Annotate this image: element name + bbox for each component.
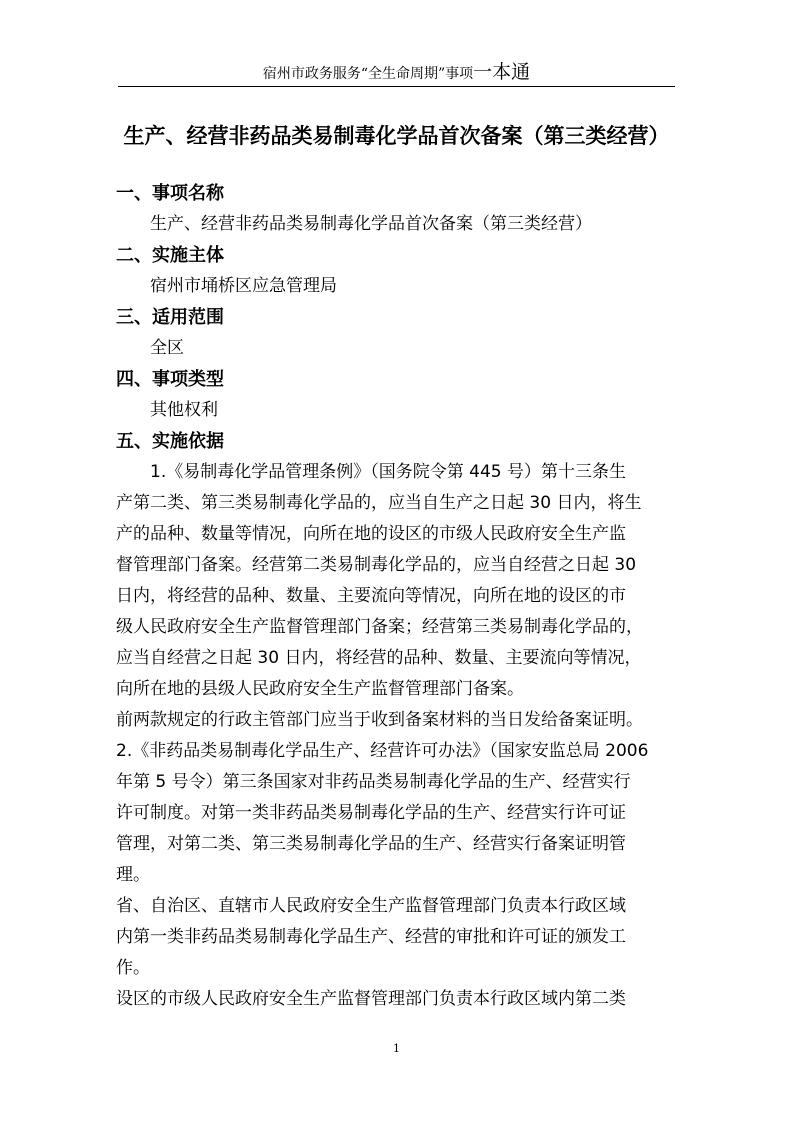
- basis-line: 1.《易制毒化学品管理条例》（国务院令第 445 号）第十三条生: [150, 462, 626, 482]
- section-heading-name: 一、事项名称: [116, 183, 224, 204]
- basis-line: 2.《非药品类易制毒化学品生产、经营许可办法》（国家安监总局 2006: [116, 741, 649, 761]
- basis-line: 内第一类非药品类易制毒化学品生产、经营的审批和许可证的颁发工: [116, 927, 626, 947]
- section-heading-subject: 二、实施主体: [116, 245, 224, 266]
- basis-line: 产的品种、数量等情况，向所在地的设区的市级人民政府安全生产监: [116, 524, 626, 544]
- basis-line: 产第二类、第三类易制毒化学品的，应当自生产之日起 30 日内，将生: [116, 493, 642, 513]
- basis-line: 级人民政府安全生产监督管理部门备案；经营第三类易制毒化学品的，: [116, 617, 643, 637]
- basis-line: 管理，对第二类、第三类易制毒化学品的生产、经营实行备案证明管: [116, 834, 626, 854]
- basis-line: 应当自经营之日起 30 日内，将经营的品种、数量、主要流向等情况，: [116, 648, 642, 668]
- basis-line: 日内，将经营的品种、数量、主要流向等情况，向所在地的设区的市: [116, 586, 626, 606]
- section-heading-type: 四、事项类型: [116, 369, 224, 390]
- basis-line: 许可制度。对第一类非药品类易制毒化学品的生产、经营实行许可证: [116, 803, 626, 823]
- document-body: [116, 178, 696, 1015]
- section-value-name: 生产、经营非药品类易制毒化学品首次备案（第三类经营）: [150, 214, 592, 234]
- document-title: 生产、经营非药品类易制毒化学品首次备案（第三类经营）: [123, 124, 670, 148]
- header-text-large: 一本通: [473, 61, 531, 83]
- header-rule: [118, 86, 675, 87]
- basis-line: 作。: [116, 958, 150, 978]
- section-value-scope: 全区: [150, 338, 184, 358]
- basis-line: 设区的市级人民政府安全生产监督管理部门负责本行政区域内第二类: [116, 989, 626, 1009]
- basis-line: 督管理部门备案。经营第二类易制毒化学品的，应当自经营之日起 30: [116, 555, 637, 575]
- basis-line: 向所在地的县级人民政府安全生产监督管理部门备案。: [116, 679, 524, 699]
- basis-line: 前两款规定的行政主管部门应当于收到备案材料的当日发给备案证明。: [116, 710, 643, 730]
- page-number: 1: [393, 1042, 400, 1055]
- section-heading-scope: 三、适用范围: [116, 307, 224, 328]
- section-value-subject: 宿州市埇桥区应急管理局: [150, 276, 337, 296]
- basis-line: 理。: [116, 865, 150, 885]
- section-value-type: 其他权利: [150, 400, 218, 420]
- basis-line: 年第 5 号令）第三条国家对非药品类易制毒化学品的生产、经营实行: [116, 772, 631, 792]
- header-text: 宿州市政务服务“全生命周期”事项: [262, 66, 474, 82]
- page-header: [0, 62, 793, 84]
- basis-line: 省、自治区、直辖市人民政府安全生产监督管理部门负责本行政区域: [116, 896, 626, 916]
- section-heading-basis: 五、实施依据: [116, 431, 224, 452]
